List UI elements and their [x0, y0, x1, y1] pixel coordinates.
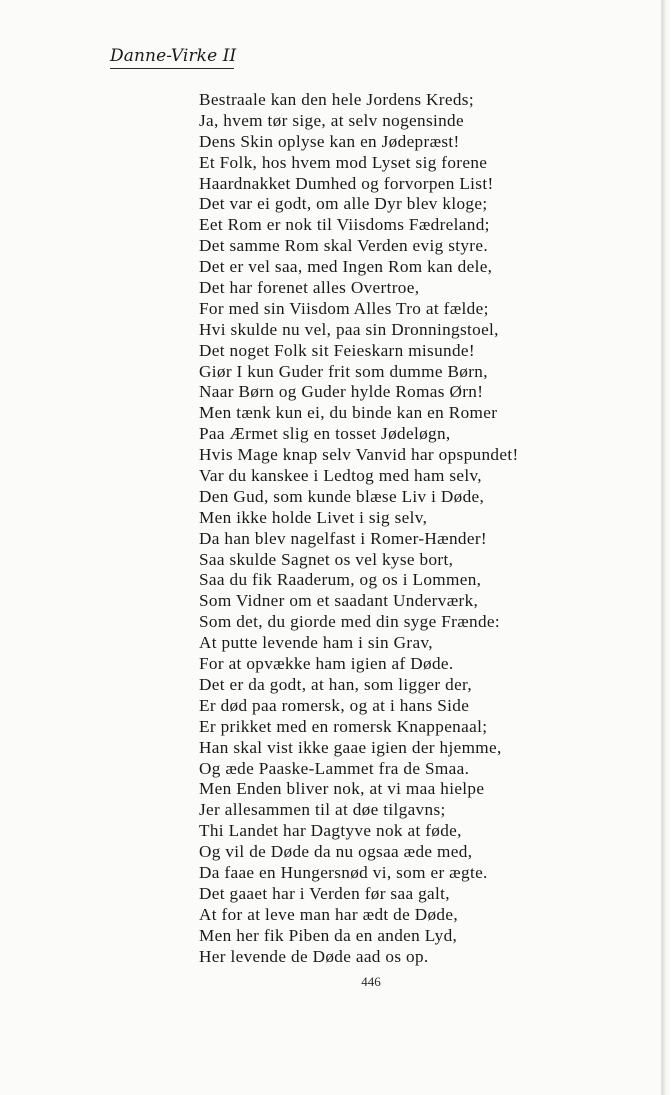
verse-line: Et Folk, hos hvem mod Lyset sig forene — [199, 152, 488, 172]
verse-line: Er prikket med en romersk Knappenaal; — [199, 716, 488, 736]
verse-line: Han skal vist ikke gaae igien der hjemme, — [199, 737, 502, 757]
verse-line: Det samme Rom skal Verden evig styre. — [199, 236, 489, 256]
verse-line: Og æde Paaske-Lammet fra de Smaa. — [199, 758, 470, 778]
verse-line: Paa Ærmet slig en tosset Jødeløgn, — [199, 424, 451, 444]
verse-line: Det gaaet har i Verden før saa galt, — [199, 883, 450, 903]
verse-line: Det noget Folk sit Feieskarn misunde! — [199, 340, 475, 360]
verse-line: Det er vel saa, med Ingen Rom kan dele, — [199, 257, 493, 277]
verse-line: Bestraale kan den hele Jordens Kreds; — [199, 90, 474, 109]
verse-line: Saa skulde Sagnet os vel kyse bort, — [199, 549, 454, 569]
verse-line: Men ikke holde Livet i sig selv, — [199, 507, 428, 527]
verse-line: Da faae en Hungersnød vi, som er ægte. — [199, 862, 488, 882]
verse-line: Det er da godt, at han, som ligger der, — [199, 674, 473, 694]
verse-line: Men tænk kun ei, du binde kan en Romer — [199, 403, 498, 423]
verse-line: Men her fik Piben da en anden Lyd, — [199, 925, 458, 945]
verse-line: For at opvække ham igien af Døde. — [199, 654, 454, 674]
verse-line: Var du kanskee i Ledtog med ham selv, — [199, 466, 482, 486]
verse-line: Dens Skin oplyse kan en Jødepræst! — [199, 131, 460, 151]
verse-line: At putte levende ham i sin Grav, — [199, 633, 433, 653]
verse-line: Naar Børn og Guder hylde Romas Ørn! — [199, 382, 484, 402]
running-head: Danne-Virke II — [110, 46, 237, 66]
verse-line: Da han blev nagelfast i Romer-Hænder! — [199, 528, 487, 548]
verse-line: Det har forenet alles Overtroe, — [199, 278, 420, 298]
verse-line: Som det, du giorde med din syge Frænde: — [199, 612, 501, 632]
verse-line: Hvi skulde nu vel, paa sin Dronningstoel, — [199, 319, 499, 339]
verse-line: Giør I kun Guder frit som dumme Børn, — [199, 361, 488, 381]
verse-line: Thi Landet har Dagtyve nok at føde, — [199, 821, 462, 841]
page-number: 446 — [361, 974, 381, 989]
verse-line: Og vil de Døde da nu ogsaa æde med, — [199, 842, 473, 862]
verse-line: Saa du fik Raaderum, og os i Lommen, — [199, 570, 482, 590]
verse-line: Er død paa romersk, og at i hans Side — [199, 695, 470, 715]
page-edge — [662, 0, 671, 1095]
verse-line: Haardnakket Dumhed og forvorpen List! — [199, 173, 494, 193]
verse-line: Jer allesammen til at døe tilgavns; — [199, 800, 446, 820]
verse-line: Ja, hvem tør sige, at selv nogensinde — [199, 110, 464, 130]
verse-line: Som Vidner om et saadant Underværk, — [199, 591, 479, 611]
verse-line: Her levende de Døde aad os op. — [199, 946, 429, 966]
verse-line: At for at leve man har ædt de Døde, — [199, 904, 459, 924]
verse-line: Den Gud, som kunde blæse Liv i Døde, — [199, 486, 485, 506]
running-head-rule — [110, 68, 234, 69]
verse-line: Eet Rom er nok til Viisdoms Fædreland; — [199, 215, 490, 235]
verse-block — [199, 90, 579, 967]
verse-line: Det var ei godt, om alle Dyr blev kloge; — [199, 194, 488, 214]
verse-line: Men Enden bliver nok, at vi maa hielpe — [199, 779, 485, 799]
verse-line: Hvis Mage knap selv Vanvid har opspundet! — [199, 445, 519, 465]
verse-line: For med sin Viisdom Alles Tro at fælde; — [199, 298, 489, 318]
